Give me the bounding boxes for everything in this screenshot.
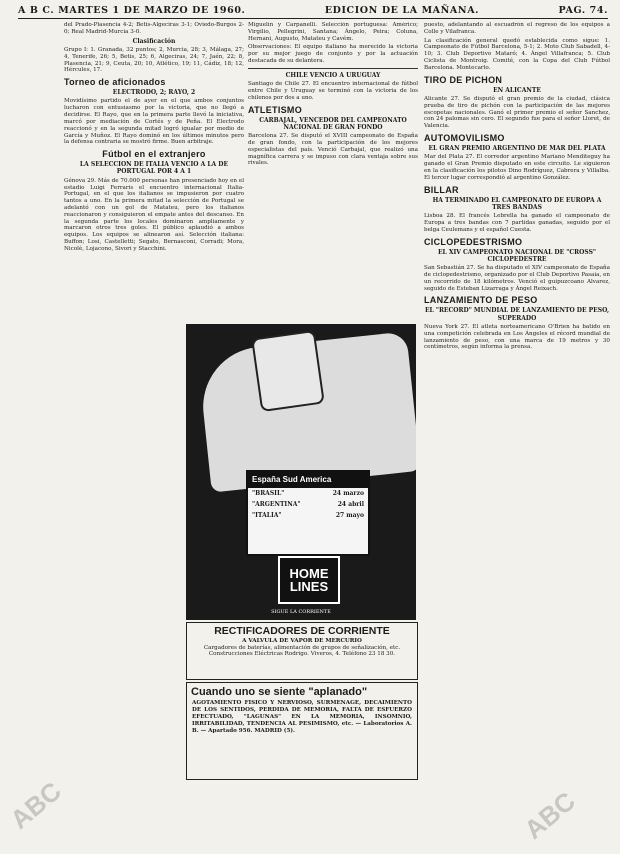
- col3-top-text: puesto, adelantando al escuadrón el regreso de los equipos a Colle y Vilafranca.: [424, 22, 610, 35]
- lineup-text: Miguelín y Carpanelli. Selección portuguesa: Américo; Virgilio, Pellegrini, Santana; Ángelo, Peira; Coluna, Hernani, Augusto, Matateu y Cavém.: [248, 22, 418, 42]
- futbol-subheading: LA SELECCION DE ITALIA VENCIO A LA DE PORTUGAL POR 4 A 1: [79, 161, 229, 176]
- archive-watermark: ABC: [518, 785, 581, 845]
- lanzamiento-heading: LANZAMIENTO DE PESO: [424, 295, 538, 306]
- sailing-row: [248, 499, 368, 510]
- ship-name: "ITALIA": [252, 512, 282, 520]
- chile-article: Santiago de Chile 27. El encuentro internacional de fútbol entre Chile y Uruguay se terminó con la victoria de los chilenos por dos a uno.: [248, 81, 418, 101]
- masthead-date: A B C. MARTES 1 DE MARZO DE 1960.: [18, 5, 246, 17]
- sailing-row: [248, 488, 368, 499]
- auto-article: Mar del Plata 27. El corredor argentino Mariano Menditeguy ha ganado el Gran Premio disputado en este circuito. Le siguieron en la clasificación los pilotos Dino Rodríguez, Cabrera y Villalba. El tercer lugar correspondió al argentino González.: [424, 154, 610, 181]
- sailing-date: 27 mayo: [335, 512, 364, 520]
- ship-funnel: [251, 330, 325, 412]
- atletismo-heading: ATLETISMO: [248, 104, 303, 115]
- rectifier-title: RECTIFICADORES DE CORRIENTE: [214, 625, 390, 637]
- atletismo-article: Barcelona 27. Se disputó el XVIII campeonato de España de gran fondo, con la participación de los mejores especialistas del país. Venció Carbajal, que realizó una magnífica carrera y se impuso con clara ventaja sobre sus rivales.: [248, 133, 418, 167]
- classification-title: Clasificación: [132, 37, 176, 45]
- auto-subheading: EL GRAN PREMIO ARGENTINO DE MAR DEL PLATA: [428, 145, 606, 152]
- torneo-subheading: ELECTRODO, 2; RAYO, 2: [112, 89, 196, 97]
- aplanado-text: AGOTAMIENTO FISICO Y NERVIOSO, SURMENAGE, DECAIMIENTO DE LOS SENTIDOS, PERDIDA DE MEMORIA, FALTA DE ESFUERZO EFECTUADO, "LAGUNAS" EN LA MEMORIA, INSOMNIO, IRRITABILIDAD, TENDENCIA AL PESIMISMO, etc. — Laboratorios A. B. — Apartado 956. MADRID (5).: [192, 700, 412, 734]
- column-2: [248, 22, 418, 322]
- ship-name: "ARGENTINA": [252, 501, 301, 509]
- billar-subheading: HA TERMINADO EL CAMPEONATO DE EUROPA A TRES BANDAS: [432, 196, 602, 211]
- masthead-page: PAG. 74.: [558, 5, 608, 17]
- tiro-subheading: EN ALICANTE: [493, 86, 541, 94]
- results-intro: del Prado-Plasencia 4-2; Betis-Algeciras 3-1; Oviedo-Burgos 2-0; Real Madrid-Murcia 3-0.: [64, 22, 244, 35]
- lanzamiento-subheading: EL "RECORD" MUNDIAL DE LANZAMIENTO DE PESO, SUPERADO: [424, 307, 610, 322]
- aplanado-ad: [186, 682, 418, 780]
- futbol-article: Génova 29. Más de 70.000 personas han presenciado hoy en el estadio Luigi Ferraris el encuentro internacional Italia-Portugal, en el que los italianos se impusieron por cuatro tantos a uno. En la primera mitad la selección de Portugal se adelantó con un gol de Matateu, pero los italianos reaccionaron y consiguieron el empate antes del descanso. En la segunda parte los locales dominaron ampliamente y marcaron otros tres goles. El público aplaudió a ambos equipos. Los equipos se alinearon así. Selección italiana: Buffon; Losi, Castelletti; Segato, Bernasconi, Corradi; Mora, Nicolè, Lojacono, Sivori y Stacchini.: [64, 177, 244, 252]
- sailing-date: 24 abril: [337, 501, 364, 509]
- logo-line-2: LINES: [289, 579, 329, 594]
- ship-name: "BRASIL": [252, 489, 285, 497]
- chile-heading: CHILE VENCIO A URUGUAY: [285, 71, 381, 79]
- torneo-heading: Torneo de aficionados: [64, 77, 166, 88]
- masthead: [18, 4, 608, 19]
- torneo-article: Movidísimo partido el de ayer en el que ambos conjuntos lucharon con entusiasmo por la victoria, que no llegó a decidirse. El Rayo, que en la primera parte llevó la iniciativa, marcó por mediación de Cortés y de Peña. El Electrodo reaccionó y en la segunda mitad logró igualar por medio de García y Muñoz. El Rayo dominó en los últimos minutos pero la defensa contraria se mostró firme. Buen arbitraje.: [64, 98, 244, 146]
- archive-watermark: ABC: [4, 775, 67, 835]
- rectifier-subtitle: A VALVULA DE VAPOR DE MERCURIO: [242, 637, 362, 644]
- tiro-heading: TIRO DE PICHON: [424, 74, 503, 85]
- ciclo-article: San Sebastián 27. Se ha disputado el XIV campeonato de España de ciclopedestrismo, organizado por el Club Deportivo Pasaia, en un recorrido de 18 kilómetros. Venció el guipuzcoano Alvarez, seguido de Esteban Lizarraga y Ángel Reixach.: [424, 265, 610, 292]
- rectifier-ad: [186, 622, 418, 680]
- atletismo-subheading: CARBAJAL, VENCEDOR DEL CAMPEONATO NACIONAL DE GRAN FONDO: [259, 116, 407, 131]
- ad-footer: SIGUE LA CORRIENTE: [271, 609, 331, 615]
- masthead-edition: EDICION DE LA MAÑANA.: [324, 5, 480, 17]
- observations-text: Observaciones: El equipo italiano ha merecido la victoria por su mejor juego de conjunto y por la actuación destacada de su delantera.: [248, 44, 418, 65]
- logo-line-1: HOME: [289, 566, 329, 581]
- home-lines-ad: [186, 324, 416, 620]
- billar-heading: BILLAR: [424, 184, 459, 195]
- home-lines-logo: [278, 556, 340, 604]
- billar-article: Lisboa 28. El francés Lebrella ha ganado el campeonato de Europa a tres bandas con 7 partidas ganadas, seguido por el belga Ceulemans y el español Cuesta.: [424, 213, 610, 233]
- divider: [248, 68, 418, 69]
- sailing-date: 24 marzo: [332, 489, 364, 497]
- classification-text: Grupo I: 1. Granada, 32 puntos; 2, Murcia, 28; 3, Málaga, 27; 4, Tenerife, 26; 5, Betis, 25; 6, Algeciras, 24; 7, Jaén, 22; 8, Plasencia, 21; 9, Ceuta, 20; 10, Atlético, 19; 11, Cádiz, 18; 12, Hércules, 17.: [64, 46, 244, 74]
- auto-heading: AUTOMOVILISMO: [424, 133, 505, 144]
- aplanado-title: Cuando uno se siente "aplanado": [191, 686, 368, 698]
- sailing-row: [248, 510, 368, 521]
- tiro-article: Alicante 27. Se disputó el gran premio de la ciudad, clásica prueba de tiro de pichón con la participación de las mejores escopetas nacionales. Ganó el primer premio el señor Sanchez, con 24 palomas sin cero. El segundo fue para el señor Lloret, de Valencia.: [424, 95, 610, 130]
- futbol-heading: Fútbol en el extranjero: [102, 149, 206, 160]
- sailing-schedule: [246, 470, 370, 556]
- rectifier-text: Cargadores de baterías, alimentación de grupos de señalización, etc. Construcciones Eléctricas Rodrigo. Viveros, 4. Teléfono 23 18 30.: [203, 644, 401, 658]
- schedule-title: España Sud America: [248, 472, 368, 488]
- ciclo-subheading: EL XIV CAMPEONATO NACIONAL DE "CROSS" CICLOPEDESTRE: [437, 248, 597, 263]
- col3-classification: La clasificación general quedó establecida como sigue: 1. Campeonato de Fútbol Barcelona, 5-1; 2. Moto Club Sabadell, 4-10; 3. Club Deportivo Mataró; 4. Ángel Villafranca; 5. Club Ciclista de Montroig. Comité, con la Copa del Club Fútbol Barcelona. Montecarlo.: [424, 37, 610, 71]
- ciclo-heading: CICLOPEDESTRISMO: [424, 236, 523, 247]
- column-3: [424, 22, 610, 832]
- lanzamiento-article: Nueva York 27. El atleta norteamericano O'Brien ha batido en una competición celebrada en Los Ángeles el récord mundial de lanzamiento de peso, con una marca de 19 metros y 30 centímetros, según informa la prensa.: [424, 324, 610, 351]
